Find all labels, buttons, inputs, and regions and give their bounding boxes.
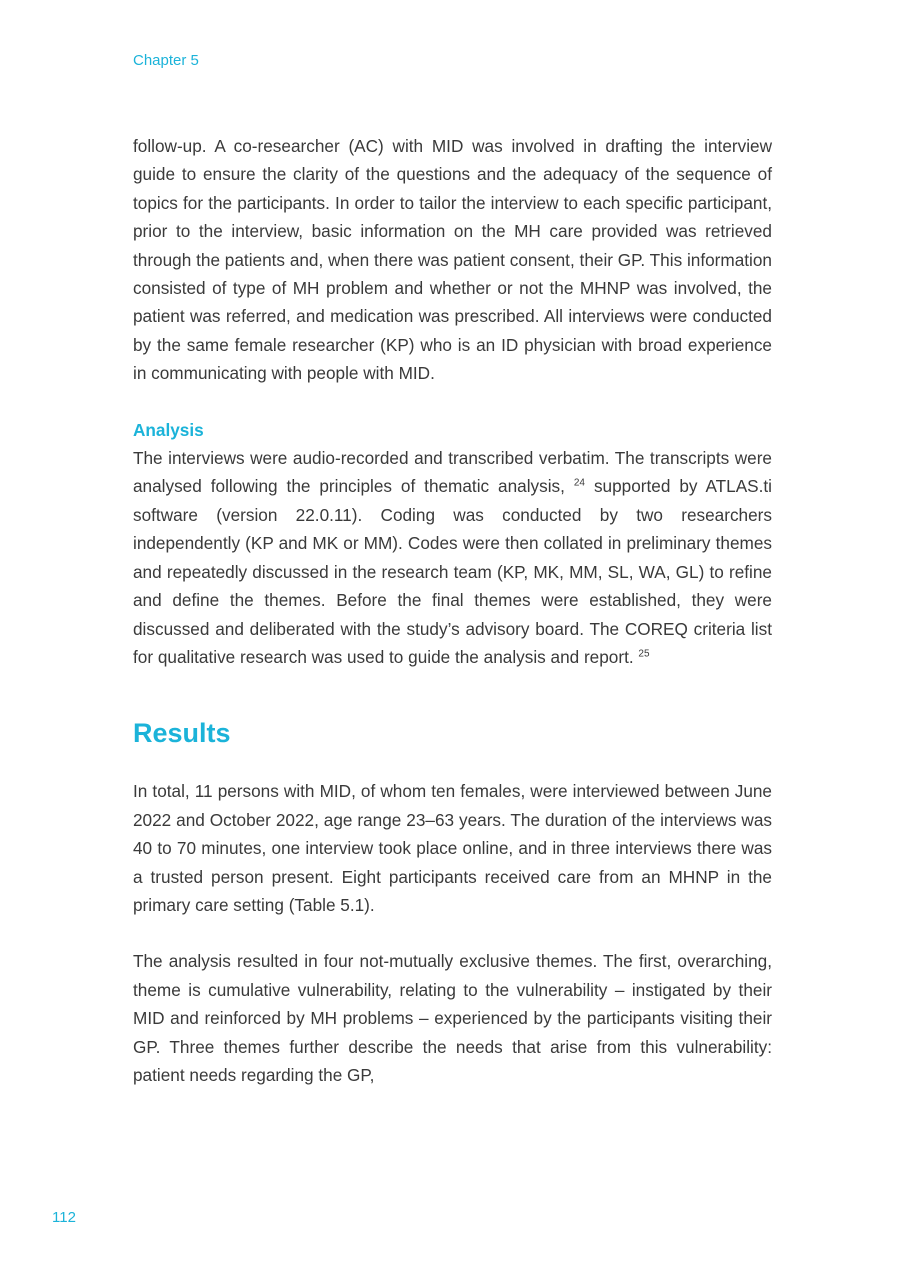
spacer: [133, 671, 772, 715]
results-heading: Results: [133, 718, 231, 749]
reference-24[interactable]: 24: [573, 477, 585, 489]
analysis-text-part1: The interviews were audio-recorded and transcribed verbatim. The transcripts were analysed following the principles of thematic analysis,: [133, 448, 772, 497]
analysis-text-part2: supported by ATLAS.ti software (version 22.0.11). Coding was conducted by two researchers independently (KP and MK or MM). Codes were then collated in preliminary themes and repeatedly discussed in the research team (KP, MK, MM, SL, WA, GL) to refine and define the themes. Before the final themes were established, they were discussed and deliberated with the study’s advisory board. The COREQ criteria list for qualitative research was used to guide the analysis and report.: [133, 476, 772, 667]
methods-paragraph: follow-up. A co-researcher (AC) with MID was involved in drafting the interview guide to ensure the clarity of the questions and the adequacy of the sequence of topics for the participants. In order to tailor the interview to each specific participant, prior to the interview, basic information on the MH care provided was retrieved through the patients and, when there was patient consent, their GP. This information consisted of type of MH problem and whether or not the MHNP was involved, the patient was referred, and medication was prescribed. All interviews were conducted by the same female researcher (KP) who is an ID physician with broad experience in communicating with people with MID.: [133, 136, 772, 384]
analysis-heading: Analysis: [133, 419, 204, 440]
spacer: [133, 919, 772, 947]
chapter-label: Chapter 5: [133, 52, 199, 69]
results-paragraph-2: The analysis resulted in four not-mutually exclusive themes. The first, overarching, theme is cumulative vulnerability, relating to the vulnerability – instigated by their MID and reinforced by MH problems – experienced by the participants visiting their GP. Three themes further describe the needs that arise from this vulnerability: patient needs regarding the GP,: [133, 951, 772, 1085]
page-number: 112: [52, 1209, 76, 1226]
spacer: [133, 751, 772, 777]
reference-25[interactable]: 25: [638, 648, 650, 660]
analysis-paragraph: [133, 444, 772, 671]
page-content: [133, 132, 772, 1089]
results-paragraph-1: In total, 11 persons with MID, of whom ten females, were interviewed between June 2022 and October 2022, age range 23–63 years. The duration of the interviews was 40 to 70 minutes, one interview took place online, and in three interviews there was a trusted person present. Eight participants received care from an MHNP in the primary care setting (Table 5.1).: [133, 781, 772, 915]
spacer: [133, 388, 772, 416]
